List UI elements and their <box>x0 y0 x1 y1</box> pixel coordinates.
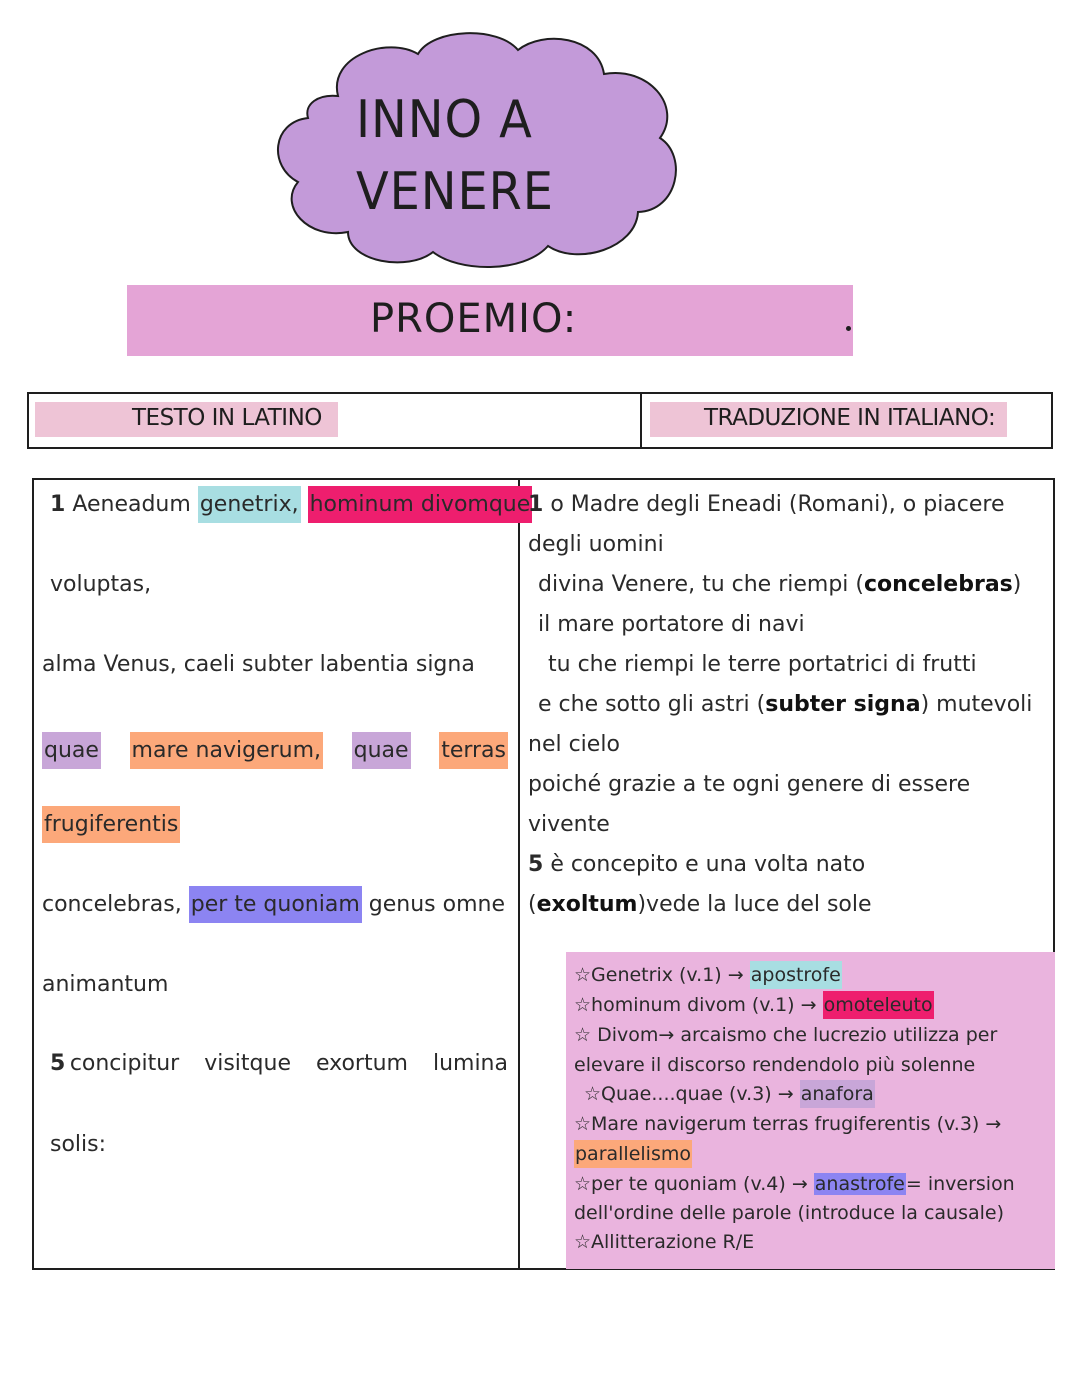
latin-line-7: animantum <box>42 972 169 997</box>
italian-line-6 <box>538 692 1032 717</box>
tag-anafora: anafora <box>800 1080 875 1108</box>
highlight-terras: terras <box>439 732 508 769</box>
note-divom-cont: elevare il discorso rendendolo più solenne <box>574 1054 976 1076</box>
highlight-mare-navigerum: mare navigerum, <box>130 732 323 769</box>
italian-line-1 <box>528 492 1005 517</box>
italian-line-10 <box>528 852 865 877</box>
italian-line-2: degli uomini <box>528 532 664 557</box>
header-divider <box>640 392 642 449</box>
italian-text: ( <box>528 892 537 917</box>
note-hominum-divom <box>574 994 934 1016</box>
tag-anastrofe: anastrofe <box>814 1173 906 1195</box>
latin-line-3: alma Venus, caeli subter labentia signa <box>42 652 475 677</box>
highlight-frugiferentis: frugiferentis <box>42 806 180 843</box>
note-text: = inversion <box>905 1173 1015 1195</box>
italian-header: TRADUZIONE IN ITALIANO: <box>704 405 996 431</box>
note-divom: ☆ Divom→ arcaismo che lucrezio utilizza per <box>574 1024 998 1046</box>
banner-dot <box>846 326 851 331</box>
table-divider <box>518 478 520 1270</box>
highlight-quae-2: quae <box>352 732 411 769</box>
italian-line-5: tu che riempi le terre portatrici di frutti <box>548 652 977 677</box>
latin-line-2: voluptas, <box>50 572 152 597</box>
verse-number: 1 <box>50 492 66 517</box>
verse-number: 5 <box>50 1051 66 1076</box>
bold-concelebras: concelebras <box>863 572 1013 597</box>
italian-text: è concepito e una volta nato <box>550 852 866 877</box>
note-quae <box>584 1083 875 1105</box>
latin-word: Aeneadum <box>72 492 191 517</box>
italian-line-7: nel cielo <box>528 732 620 757</box>
highlight-per-te-quoniam: per te quoniam <box>189 886 362 923</box>
note-per-te-quoniam <box>574 1173 1052 1195</box>
italian-line-4: il mare portatore di navi <box>538 612 805 637</box>
italian-line-9: vivente <box>528 812 610 837</box>
latin-line-5 <box>42 812 508 837</box>
latin-line-4 <box>42 732 508 769</box>
italian-text: ) mutevoli <box>920 692 1033 717</box>
latin-line-1 <box>50 492 531 517</box>
note-text: ☆hominum divom (v.1) → <box>574 994 823 1016</box>
highlight-quae-1: quae <box>42 732 101 769</box>
italian-text: o Madre degli Eneadi (Romani), o piacere <box>550 492 1005 517</box>
latin-line-6 <box>42 892 508 917</box>
banner-label: PROEMIO: <box>370 296 578 342</box>
highlight-genetrix: genetrix, <box>198 486 301 523</box>
italian-line-8: poiché grazie a te ogni genere di essere <box>528 772 971 797</box>
note-ordine: dell'ordine delle parole (introduce la causale) <box>574 1202 1005 1224</box>
latin-word: genus omne <box>368 892 505 917</box>
note-text: ☆Genetrix (v.1) → <box>574 964 750 986</box>
note-parallelismo <box>574 1143 692 1165</box>
italian-text: )vede la luce del sole <box>637 892 872 917</box>
tag-apostrofe: apostrofe <box>750 961 842 989</box>
latin-header: TESTO IN LATINO <box>132 405 322 431</box>
tag-parallelismo: parallelismo <box>574 1140 692 1168</box>
latin-text: concipitur visitque exortum lumina <box>69 1051 508 1076</box>
latin-line-9: solis: <box>50 1132 107 1157</box>
note-text: ☆Quae....quae (v.3) → <box>584 1083 800 1105</box>
title-line-2: VENERE <box>356 162 554 222</box>
page-title <box>356 84 632 228</box>
title-line-1: INNO A <box>356 90 533 150</box>
italian-text: e che sotto gli astri ( <box>538 692 766 717</box>
note-text: ☆per te quoniam (v.4) → <box>574 1173 814 1195</box>
latin-line-8 <box>50 1051 508 1076</box>
italian-text: divina Venere, tu che riempi ( <box>538 572 864 597</box>
tag-omoteleuto: omoteleuto <box>823 991 934 1019</box>
verse-number: 5 <box>528 852 544 877</box>
bold-subter-signa: subter signa <box>765 692 921 717</box>
italian-line-3 <box>538 572 1021 597</box>
italian-text: ) <box>1012 572 1022 597</box>
verse-number: 1 <box>528 492 544 517</box>
italian-line-11 <box>528 892 872 917</box>
highlight-hominum-divomque: hominum divomque <box>308 486 533 523</box>
bold-exoltum: exoltum <box>536 892 638 917</box>
latin-word: concelebras, <box>42 892 182 917</box>
note-genetrix <box>574 964 842 986</box>
note-allitterazione: ☆Allitterazione R/E <box>574 1231 755 1253</box>
note-mare-navigerum: ☆Mare navigerum terras frugiferentis (v.3) → <box>574 1113 1002 1135</box>
